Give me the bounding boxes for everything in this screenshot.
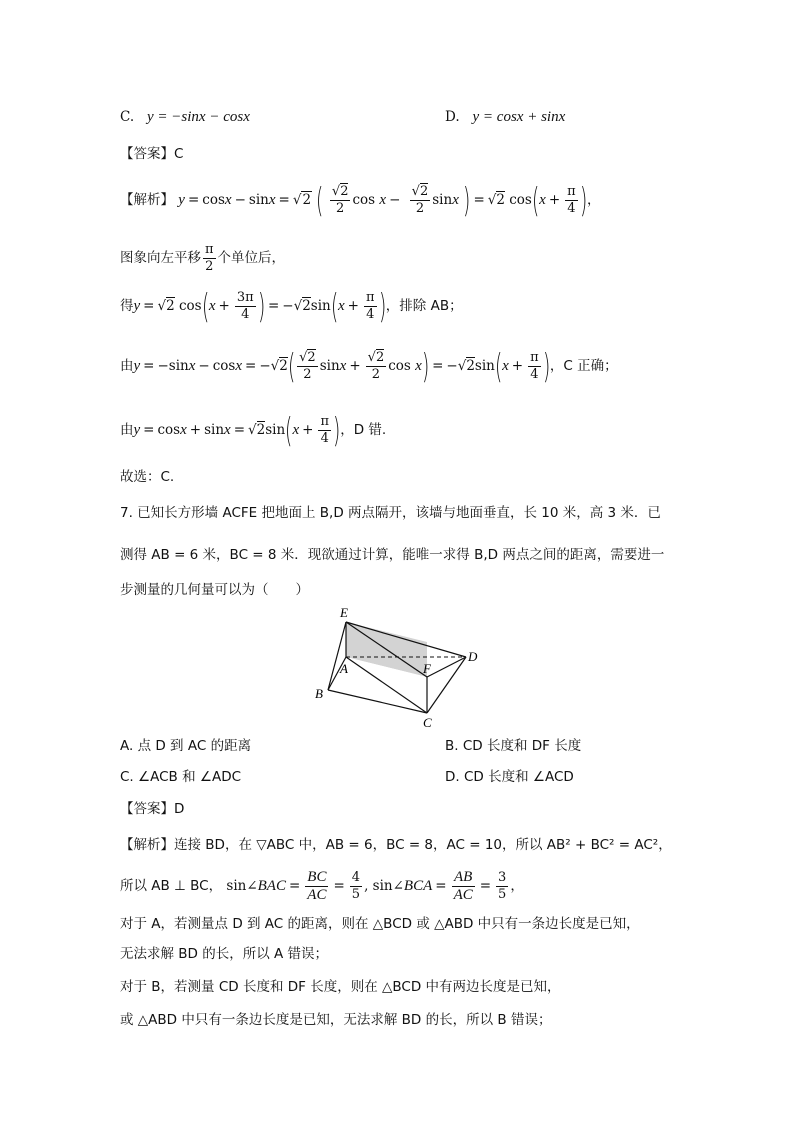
q7-stem-line-3: 步测量的几何量可以为（ ） <box>120 582 309 598</box>
sol2-pre-text: 所以 AB ⊥ BC， <box>120 878 223 894</box>
prev-option-d-expr: y = cosx + sinx <box>472 109 566 125</box>
prev-analysis-line-4: 由y = −sinx − cosx = −√2( $\frac{√2}{2}$ sinx + $\frac{√2}{2}$ cos x) = −√2sin(x + $\frac{\pi}{4}$ )，C 正确； <box>120 346 618 387</box>
prev-option-d-label: D. <box>445 109 460 125</box>
prev-option-c <box>120 107 250 127</box>
q7-option-c: C. ∠ACB 和 ∠ADC <box>120 769 242 785</box>
label-b: B <box>315 686 323 701</box>
analysis-tag: 【解析】 <box>120 192 174 208</box>
q7-stem-line-1: 7. 已知长方形墙 ACFE 把地面上 B,D 两点隔开，该墙与地面垂直，长 10 米，高 3 米．已 <box>120 505 661 521</box>
q7-solution-line-3: 对于 A，若测量点 D 到 AC 的距离，则在 △BCD 或 △ABD 中只有一条边长度是已知， <box>120 916 640 932</box>
q7-solution-line-1: 【解析】连接 BD，在 ▽ABC 中，AB = 6，BC = 8，AC = 10，所以 AB² + BC² = AC²， <box>120 837 672 853</box>
q7-solution-line-6: 或 △ABD 中只有一条边长度是已知，无法求解 BD 的长，所以 B 错误； <box>120 1012 552 1028</box>
prev-analysis-line-2: 图象向左平移 $\frac{\pi}{2}$ 个单位后， <box>120 242 286 274</box>
prev-analysis-line-5: 由y = cosx + sinx = √2sin(x + $\frac{\pi}{4}$ )，D 错. <box>120 410 387 451</box>
label-a: A <box>340 661 348 676</box>
prev-option-c-expr: y = −sinx − cosx <box>147 109 250 125</box>
prev-analysis-line-1: 【解析】 y = cosx − sinx = √2 ( $\frac{√2}{2}$ cos x − $\frac{√2}{2}$ sinx ) = √2 cos(x + $\frac{\pi}{4}$ )， <box>120 180 601 221</box>
q7-solution-line-2: 所以 AB ⊥ BC， sin∠BAC = $\frac{BC}{AC}$ = $\frac{4}{5}$ , sin∠BCA = $\frac{AB}{AC}$ = $\frac{3}{5}$ ， <box>120 869 524 903</box>
you-text-2: 由 <box>120 422 134 438</box>
q7-solution-line-5: 对于 B，若测量 CD 长度和 DF 长度，则在 △BCD 中有两边长度是已知， <box>120 979 561 995</box>
label-c: C <box>423 715 432 730</box>
prev-option-d <box>445 107 565 127</box>
q7-option-d: D. CD 长度和 ∠ACD <box>445 769 574 785</box>
q7-option-b: B. CD 长度和 DF 长度 <box>445 738 582 754</box>
you-text-1: 由 <box>120 358 134 374</box>
c-right-text: ，C 正确； <box>549 358 618 374</box>
prev-option-c-label: C. <box>120 109 135 125</box>
shift-tail-text: 个单位后， <box>217 250 286 266</box>
prev-analysis-line-3: 得y = √2 cos(x + $\frac{3\pi}{4}$ ) = −√2sin(x + $\frac{\pi}{4}$ )，排除 AB； <box>120 286 463 327</box>
de-text: 得 <box>120 298 134 314</box>
label-e: E <box>340 605 348 620</box>
label-d: D <box>468 649 478 664</box>
q7-option-a: A. 点 D 到 AC 的距离 <box>120 738 252 754</box>
q7-answer: 【答案】D <box>120 801 185 817</box>
geometry-figure <box>310 605 490 730</box>
exclude-ab-text: ，排除 AB； <box>385 298 463 314</box>
q7-stem-line-2: 测得 AB = 6 米，BC = 8 米．现欲通过计算，能唯一求得 B,D 两点之间的距离，需要进一 <box>120 547 665 563</box>
prev-conclusion: 故选：C. <box>120 469 175 485</box>
shift-text: 图象向左平移 <box>120 250 201 266</box>
prev-answer: 【答案】C <box>120 146 184 162</box>
q7-solution-line-4: 无法求解 BD 的长，所以 A 错误； <box>120 946 329 962</box>
d-wrong-text: ，D 错. <box>340 422 387 438</box>
label-f: F <box>423 661 431 676</box>
